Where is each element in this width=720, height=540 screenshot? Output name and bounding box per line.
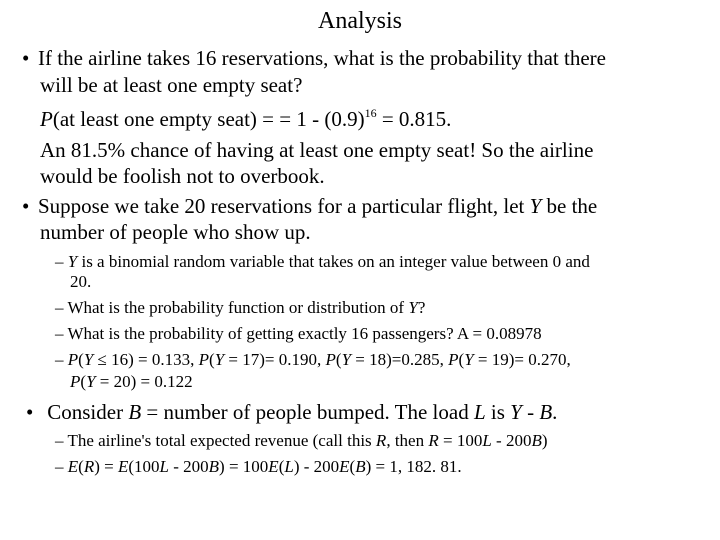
dash: – (55, 252, 64, 271)
bullet-marker: • (22, 194, 30, 218)
rev-text: , then (386, 431, 429, 450)
rev-text: ) (541, 431, 548, 450)
paren: ( (458, 350, 465, 369)
bullet-1-text-1: If the airline takes 16 reservations, what is the probability that there (38, 46, 606, 70)
var-y: Y (510, 400, 522, 424)
eq-exponent: 16 (364, 106, 377, 120)
paren: ( (78, 457, 84, 476)
note-line-2: would be foolish not to overbook. (40, 164, 325, 188)
probability-equation (40, 106, 451, 132)
rev-text: ) = 1, 182. 81. (365, 457, 462, 476)
var-y: Y (529, 194, 542, 218)
var-y: Y (83, 350, 94, 369)
rev-text: ) - 200 (293, 457, 340, 476)
b3-text: is (485, 400, 511, 424)
prob-text: = 18)=0.285, (351, 350, 449, 369)
sub-item-4-cont (70, 371, 193, 393)
revenue-line-1 (55, 430, 548, 452)
dash: – (55, 431, 64, 450)
sub-item-3 (55, 323, 542, 345)
b3-text: = number of people bumped. The load (141, 400, 474, 424)
var-l: L (473, 400, 486, 424)
var-p: P (448, 350, 459, 369)
var-r: R (83, 457, 95, 476)
bullet-1-line-1 (22, 45, 606, 71)
note-line-1: An 81.5% chance of having at least one empty seat! So the airline (40, 138, 594, 162)
var-l: L (159, 457, 169, 476)
sub-item-1 (55, 251, 590, 273)
prob-text: = 17)= 0.190, (224, 350, 326, 369)
var-p: P (67, 350, 79, 369)
bullet-2-text-b: be the (541, 194, 598, 218)
dash: – (55, 350, 64, 369)
paren: ( (80, 372, 87, 391)
var-b: B (128, 400, 142, 424)
rev-text: ) = 100 (219, 457, 269, 476)
slide-title: Analysis (318, 8, 402, 34)
paren: ( (78, 350, 84, 369)
sub-1-text: is a binomial random variable that takes on an integer value between 0 and (77, 252, 590, 271)
bullet-3-line (26, 399, 557, 425)
sub-2-text: What is the probability function or distribution of (67, 298, 409, 317)
var-e: E (268, 457, 279, 476)
rev-text: = 100 (438, 431, 483, 450)
bullet-1-text-2: will be at least one empty seat? (40, 73, 303, 97)
paren: ( (278, 457, 285, 476)
var-y: Y (86, 372, 96, 391)
prob-text: = 19)= 0.270, (473, 350, 571, 369)
bullet-2-text-a: Suppose we take 20 reservations for a particular flight, let (38, 194, 530, 218)
var-l: L (482, 431, 492, 450)
var-p: P (198, 350, 210, 369)
revenue-line-2 (55, 456, 462, 478)
var-r: R (375, 431, 387, 450)
paren: ( (349, 457, 356, 476)
var-b: B (539, 400, 553, 424)
sub-item-1-cont: 20. (70, 272, 92, 291)
rev-text: (100 (128, 457, 160, 476)
var-y: Y (214, 350, 225, 369)
paren: ( (335, 350, 342, 369)
var-l: L (284, 457, 294, 476)
var-r: R (428, 431, 439, 450)
var-b: B (531, 431, 542, 450)
var-y: Y (341, 350, 352, 369)
rev-text: ) = (94, 457, 118, 476)
var-b: B (208, 457, 220, 476)
eq-tail: = 0.815. (376, 107, 452, 131)
bullet-marker: • (22, 46, 30, 70)
bullet-marker: • (26, 400, 34, 424)
var-e: E (339, 457, 350, 476)
sub-item-4 (55, 349, 571, 371)
dash: – (55, 298, 64, 317)
b3-text: - (521, 400, 540, 424)
rev-text: - 200 (491, 431, 532, 450)
sub-2-end: ? (417, 298, 426, 317)
b3-text: Consider (47, 400, 129, 424)
var-y: Y (408, 298, 418, 317)
dash: – (55, 457, 64, 476)
sub-3-text: What is the probability of getting exactly 16 passengers? A = 0.08978 (67, 324, 542, 343)
eq-p: P (40, 107, 53, 131)
prob-text: ≤ 16) = 0.133, (93, 350, 199, 369)
var-y: Y (464, 350, 474, 369)
b3-text: . (552, 400, 558, 424)
paren: ( (209, 350, 215, 369)
prob-text: = 20) = 0.122 (95, 372, 193, 391)
var-e: E (67, 457, 79, 476)
sub-item-2 (55, 297, 425, 319)
rev-text: The airline's total expected revenue (call this (67, 431, 376, 450)
var-p: P (70, 372, 81, 391)
bullet-2-line-1 (22, 193, 597, 219)
dash: – (55, 324, 64, 343)
eq-rest: (at least one empty seat) = = 1 - (0.9) (52, 107, 365, 131)
bullet-2-text-2: number of people who show up. (40, 220, 311, 244)
var-y: Y (67, 252, 78, 271)
var-e: E (117, 457, 129, 476)
rev-text: - 200 (168, 457, 209, 476)
var-p: P (325, 350, 336, 369)
var-b: B (355, 457, 366, 476)
